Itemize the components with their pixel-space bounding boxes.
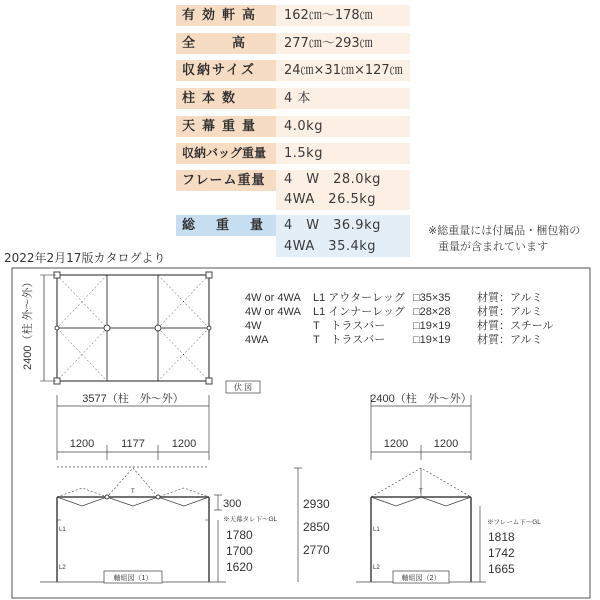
material-type: 材質：アルミ xyxy=(477,306,543,318)
front-span-1: 1200 xyxy=(69,438,95,450)
side-span-2: 1200 xyxy=(433,438,459,450)
legend-l2: L2 xyxy=(59,565,66,571)
spec-value: 4 本 xyxy=(276,88,410,109)
front-width-label: 3577（柱 外〜外） xyxy=(82,393,184,405)
front-elevation xyxy=(40,468,226,582)
spec-value: 24㎝×31㎝×127㎝ xyxy=(276,60,410,81)
material-part: L1 アウターレッグ xyxy=(313,292,405,304)
total-height-3: 2770 xyxy=(303,543,330,557)
side-legend-t: T xyxy=(419,489,423,495)
material-part: L1 インナーレッグ xyxy=(313,306,405,318)
spec-label: 天幕重量 xyxy=(176,116,276,137)
material-part: T トラスバー xyxy=(313,320,386,332)
spec-value: 162㎝〜178㎝ xyxy=(276,5,410,26)
spec-label: 全 高 xyxy=(176,33,276,54)
spec-label: 有効軒高 xyxy=(176,5,276,26)
side-legend-l2: L2 xyxy=(373,565,380,571)
frame-height-3: 1665 xyxy=(488,562,515,576)
spec-value-4wa: 4WA 26.5kg xyxy=(284,192,377,207)
plan-view xyxy=(54,272,212,384)
frame-height-1: 1818 xyxy=(488,530,515,544)
spec-label: 収納サイズ xyxy=(176,60,276,81)
legend-t: T xyxy=(131,489,135,495)
material-model: 4W xyxy=(245,320,262,332)
materials-list xyxy=(245,290,554,346)
material-model: 4WA xyxy=(245,334,269,346)
material-size: □28×28 xyxy=(413,306,451,318)
eave-height-1: 1780 xyxy=(226,528,253,542)
spec-value: 277㎝〜293㎝ xyxy=(276,33,410,54)
total-height-1: 2930 xyxy=(303,497,330,511)
roof-height: 300 xyxy=(223,498,242,510)
side-legend-l1: L1 xyxy=(373,527,380,533)
eave-note: ※天幕タレ下〜GL xyxy=(223,516,278,523)
material-size: □19×19 xyxy=(413,320,451,332)
front-dimensions xyxy=(57,395,209,467)
spec-value xyxy=(276,170,410,210)
spec-value-4w: 4 W 36.9kg xyxy=(284,218,381,233)
material-type: 材質：アルミ xyxy=(477,334,543,346)
side-title: 軸組図（2） xyxy=(401,575,441,582)
material-type: 材質：スチール xyxy=(477,320,554,332)
spec-label: 総 重 量 xyxy=(176,215,276,236)
front-span-3: 1200 xyxy=(171,438,197,450)
front-span-2: 1177 xyxy=(121,438,145,450)
spec-label: フレーム重量 xyxy=(176,170,276,191)
spec-value-4wa: 4WA 35.4kg xyxy=(284,239,377,254)
plan-depth-dimension xyxy=(40,275,56,381)
tent-drawing xyxy=(0,265,598,600)
front-title: 軸組図（1） xyxy=(113,575,153,582)
material-model: 4W or 4WA xyxy=(245,306,301,318)
spec-label: 柱本数 xyxy=(176,88,276,109)
spec-label: 収納バッグ重量 xyxy=(176,143,276,164)
material-size: □19×19 xyxy=(413,334,451,346)
material-model: 4W or 4WA xyxy=(245,292,301,304)
total-height-2: 2850 xyxy=(303,520,330,534)
eave-height-3: 1620 xyxy=(226,560,253,574)
plan-depth-label: 2400（柱 外〜外） xyxy=(22,276,34,370)
frame-note: ※フレーム下〜GL xyxy=(487,519,541,526)
plan-title: 伏 図 xyxy=(233,383,253,392)
spec-value xyxy=(276,215,410,257)
catalog-caption: 2022年2月17版カタログより xyxy=(4,251,166,265)
legend-l1: L1 xyxy=(59,527,66,533)
material-type: 材質：アルミ xyxy=(477,292,543,304)
spec-value: 4.0kg xyxy=(276,116,410,137)
side-width-label: 2400（柱 外〜外） xyxy=(370,393,472,405)
spec-value: 1.5kg xyxy=(276,143,410,164)
material-part: T トラスバー xyxy=(313,334,386,346)
eave-height-2: 1700 xyxy=(226,544,253,558)
spec-value-4w: 4 W 28.0kg xyxy=(284,172,381,187)
material-size: □35×35 xyxy=(413,292,451,304)
side-span-1: 1200 xyxy=(383,438,409,450)
weight-note-line1: ※総重量には付属品・梱包箱の xyxy=(428,224,581,237)
frame-height-2: 1742 xyxy=(488,546,515,560)
weight-note-line2: 重量が含まれています xyxy=(438,240,548,253)
